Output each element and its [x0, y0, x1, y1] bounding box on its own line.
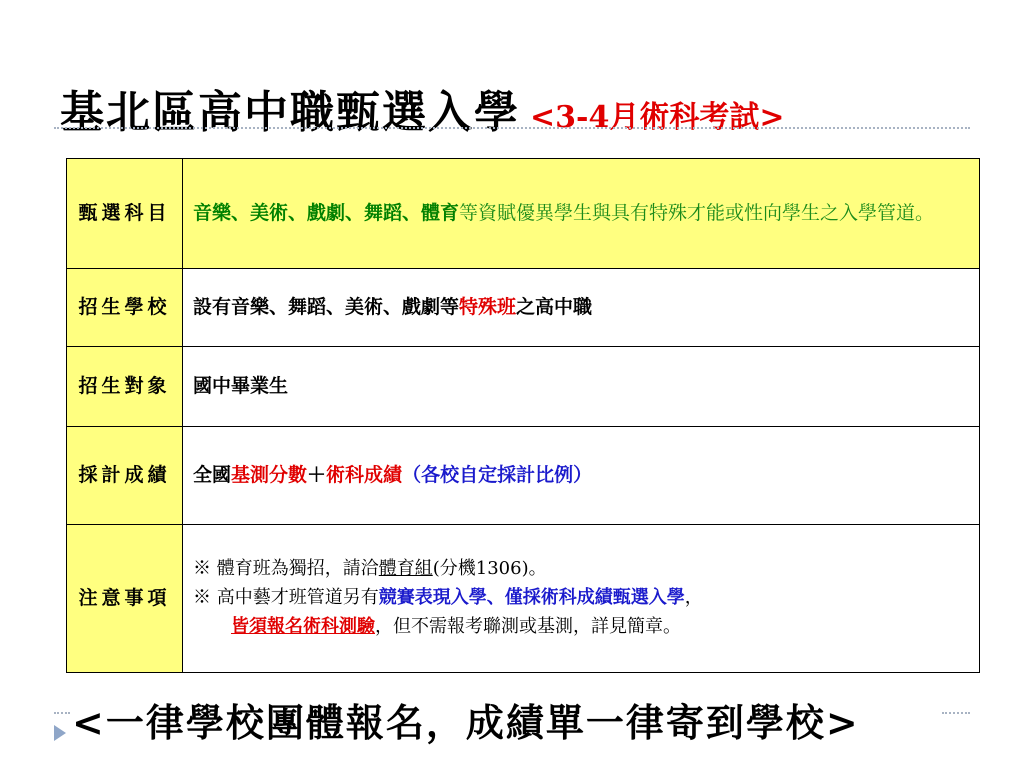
- score-basic-test: 基測分數: [231, 464, 308, 487]
- row-label: 招生對象: [67, 347, 183, 427]
- note-2-suffix: ，: [684, 587, 703, 609]
- title-sub: <3-4月術科考試>: [530, 100, 785, 135]
- row-label: 注意事項: [67, 525, 183, 673]
- row-label: 甄選科目: [67, 159, 183, 269]
- score-prefix: 全國: [193, 464, 232, 487]
- row-label: 採計成績: [67, 427, 183, 525]
- row-content: [183, 269, 980, 347]
- note-3-required: 皆須報名術科測驗: [231, 615, 375, 637]
- triangle-bullet-icon: [54, 725, 66, 741]
- row-content: [183, 525, 980, 673]
- note-line-2: [193, 584, 969, 613]
- subject-description: 等資賦優異學生與具有特殊才能或性向學生之入學管道。: [459, 202, 935, 225]
- row-content: [183, 159, 980, 269]
- note-1-sports-office: 體育組: [378, 558, 433, 580]
- score-plus: ＋: [307, 464, 327, 487]
- subject-list: 音樂、美術、戲劇、舞蹈、體育: [193, 202, 460, 225]
- score-skill-test: 術科成績: [326, 464, 403, 487]
- info-table: [66, 158, 980, 673]
- note-1-suffix: (分機1306)。: [432, 558, 547, 580]
- footer-note: <一律學校團體報名，成績單一律寄到學校>: [72, 700, 860, 745]
- table-row: [67, 347, 980, 427]
- note-1-prefix: ※ 體育班為獨招，請洽: [193, 558, 379, 580]
- footer-divider-left: [54, 712, 70, 714]
- note-3-suffix: ，但不需報考聯測或基測，詳見簡章。: [375, 615, 681, 637]
- row-content: [183, 427, 980, 525]
- title-main: 基北區高中職甄選入學: [60, 87, 520, 138]
- note-2-prefix: ※ 高中藝才班管道另有: [193, 587, 379, 609]
- schools-text: 設有音樂、舞蹈、美術、戲劇等: [193, 296, 460, 319]
- note-line-3: [193, 613, 969, 642]
- table-row: [67, 269, 980, 347]
- title-divider: [54, 127, 970, 129]
- score-ratio-note: （各校自定採計比例）: [402, 464, 593, 487]
- row-label: 招生學校: [67, 269, 183, 347]
- target-text: 國中畢業生: [193, 375, 289, 398]
- schools-suffix: 之高中職: [516, 296, 593, 319]
- row-content: [183, 347, 980, 427]
- special-class-text: 特殊班: [459, 296, 517, 319]
- table-row: [67, 427, 980, 525]
- note-line-1: [193, 555, 969, 584]
- table-row: [67, 159, 980, 269]
- table-row: [67, 525, 980, 673]
- note-2-channels: 競賽表現入學、僅採術科成績甄選入學: [378, 587, 685, 609]
